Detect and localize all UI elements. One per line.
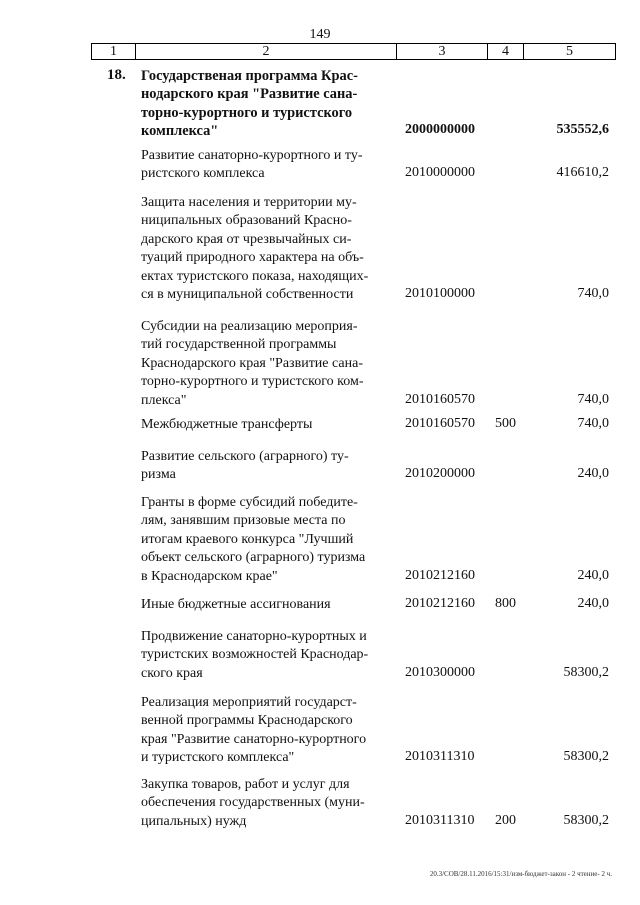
row-expense-type: 500 [495, 416, 516, 431]
row-code: 2010212160 [405, 596, 475, 611]
row-name [141, 147, 389, 184]
row-code: 2010100000 [405, 286, 475, 301]
row-name-line: и туристского комплекса" [141, 750, 295, 766]
header-col-5: 5 [523, 43, 616, 60]
row-amount: 740,0 [577, 286, 609, 301]
row-expense-type: 200 [495, 812, 516, 828]
row-name-line: комплекса" [141, 123, 219, 140]
row-name-line: в Краснодарском крае" [141, 568, 278, 584]
row-amount: 240,0 [577, 596, 609, 611]
row-name [141, 448, 389, 485]
row-name-line: ниципальных образований Красно- [141, 213, 352, 229]
row-name-line: Защита населения и территории му- [141, 195, 357, 210]
row-amount: 740,0 [577, 391, 609, 407]
row-amount: 240,0 [577, 567, 609, 583]
row-name-line: Развитие санаторно-курортного и ту- [141, 148, 363, 163]
row-name-line: Развитие сельского (аграрного) ту- [141, 449, 349, 464]
row-name-line: ристского комплекса [141, 166, 265, 182]
header-col-3: 3 [396, 43, 488, 60]
row-name-line: венной программы Краснодарского [141, 713, 353, 729]
row-name-line: ектах туристского показа, находящих- [141, 268, 369, 284]
row-name-line: ся в муниципальной собственности [141, 287, 354, 303]
row-name [141, 494, 389, 586]
row-name-line: туаций природного характера на объ- [141, 250, 364, 266]
row-code: 2010311310 [405, 812, 475, 828]
row-name-line: итогам краевого конкурса "Лучший [141, 531, 354, 547]
row-name-line: ризма [141, 467, 176, 483]
row-name [141, 318, 389, 410]
row-amount: 58300,2 [563, 749, 609, 765]
row-code: 2010212160 [405, 567, 475, 583]
row-name [141, 628, 389, 683]
row-name-line: дарского края от чрезвычайных си- [141, 231, 352, 247]
row-name-line: ского края [141, 665, 203, 681]
row-name-line: плекса" [141, 392, 187, 408]
row-name-line: тий государственной программы [141, 337, 337, 353]
row-name-line: торно-курортного и туристского [141, 104, 353, 121]
row-name-line: объект сельского (аграрного) туризма [141, 550, 366, 566]
row-amount: 240,0 [577, 466, 609, 482]
row-expense-type: 800 [495, 596, 516, 611]
row-name-line: Закупка товаров, работ и услуг для [141, 777, 350, 792]
row-name-line: Продвижение санаторно-курортных и [141, 629, 367, 644]
row-name-line: лям, занявшим призовые места по [141, 513, 346, 529]
page-number: 149 [309, 27, 331, 42]
row-name-line: нодарского края "Развитие сана- [141, 86, 358, 103]
header-col-2: 2 [135, 43, 397, 60]
row-name-line: обеспечения государственных (муни- [141, 795, 365, 811]
row-amount: 416610,2 [556, 165, 609, 181]
row-name-line: туристских возможностей Краснодар- [141, 647, 369, 663]
row-name-line: Краснодарского края "Развитие сана- [141, 355, 363, 371]
row-name [141, 694, 389, 768]
row-name-line: Субсидии на реализацию мероприя- [141, 319, 358, 334]
row-name [141, 416, 389, 434]
row-amount: 58300,2 [563, 664, 609, 680]
row-name [141, 67, 389, 141]
row-name-line: Государственая программа Крас- [141, 68, 358, 84]
row-name-line: Межбюджетные трансферты [141, 417, 313, 432]
row-name-line: края "Развитие санаторно-курортного [141, 731, 367, 747]
header-col-4: 4 [487, 43, 524, 60]
row-code: 2000000000 [405, 122, 475, 138]
row-code: 2010311310 [405, 749, 475, 765]
header-col-1: 1 [91, 43, 136, 60]
row-amount: 740,0 [577, 416, 609, 431]
row-amount: 535552,6 [556, 122, 609, 138]
row-number: 18. [107, 67, 126, 83]
row-name [141, 194, 389, 304]
row-name-line: Иные бюджетные ассигнования [141, 597, 331, 612]
row-name-line: торно-курортного и туристского ком- [141, 374, 364, 390]
row-name [141, 776, 389, 831]
row-code: 2010160570 [405, 391, 475, 407]
row-name-line: Гранты в форме субсидий победите- [141, 495, 358, 510]
row-name-line: Реализация мероприятий государст- [141, 695, 357, 710]
row-name [141, 596, 389, 614]
row-name-line: ципальных) нужд [141, 813, 247, 829]
footer-note: 20.3/СОВ/28.11.2016/15:31/изм-бюджет-закон - 2 чтение- 2 ч. [429, 870, 612, 878]
row-code: 2010200000 [405, 466, 475, 482]
row-amount: 58300,2 [563, 812, 609, 828]
row-code: 2010160570 [405, 416, 475, 431]
row-code: 2010300000 [405, 664, 475, 680]
row-code: 2010000000 [405, 165, 475, 181]
